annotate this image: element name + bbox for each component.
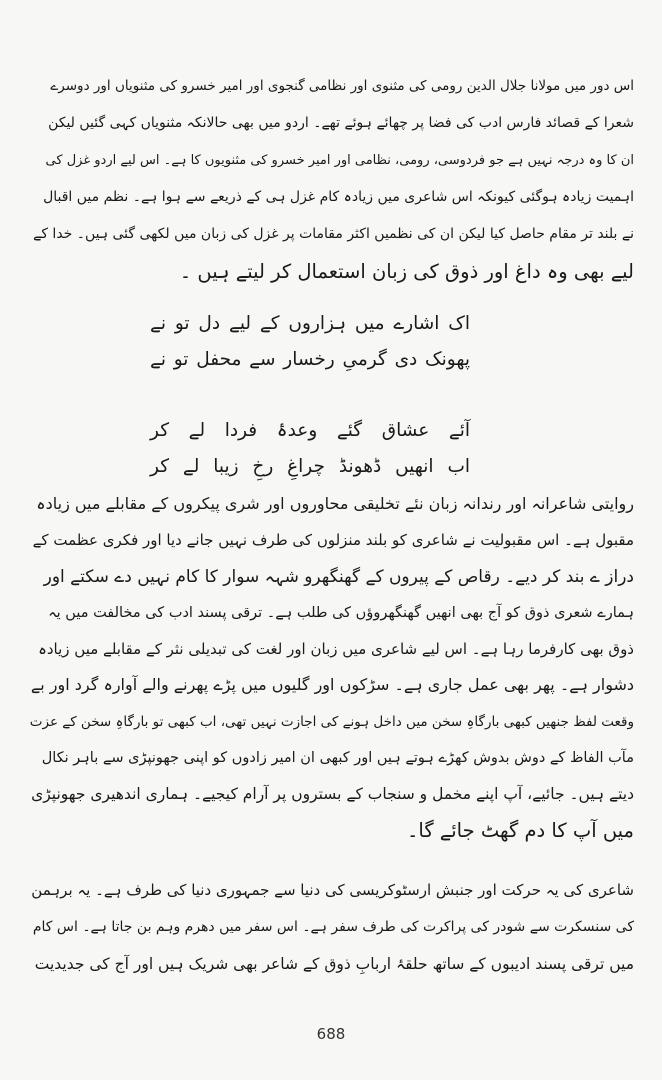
verse-couplet-2 xyxy=(150,413,470,485)
text-line: دیتے ہیں۔ جائیے، آپ اپنے مخمل و سنجاب کے بستروں پر آرام کیجیے۔ ہماری اندھیری جھونپڑی xyxy=(31,785,634,804)
text-line: دراز ے بند کر دیے۔ رقاص کے پیروں کے گھنگھرو شہہ سوار کا کام نہیں دے سکتے اور xyxy=(43,566,634,587)
page-number: 688 xyxy=(316,1025,346,1043)
paragraph-3 xyxy=(30,872,634,983)
text-line: وقعت لفظ جنھیں کبھی بارگاہِ سخن میں داخل ہونے کی اجازت نہیں تھی، اب کبھی تو بارگاہِ سخن کے عزت xyxy=(29,713,634,730)
paragraph-1 xyxy=(30,68,634,290)
verse-line: آئے عشاق گئے وعدۂ فردا لے کر xyxy=(150,420,470,441)
text-line: نے بلند تر مقام حاصل کیا لیکن ان کی نظمیں اکثر مقامات پر غزل کی زبان میں لکھی گئی ہیں۔ خدا کے xyxy=(33,226,634,242)
text-line: ہمارے شعری ذوق کو آج بھی انھیں گھنگھروؤں کی طلب ہے۔ ترقی پسند ادب کی مخالفت میں یہ xyxy=(48,604,634,621)
verse-line: اب انھیں ڈھونڈ چراغِ رخِ زیبا لے کر xyxy=(150,456,470,477)
text-line: مآب الفاظ کے دوش بدوش کھڑے ہوتے ہیں اور کبھی ان امیر زادوں کو اپنی جھونپڑی سے باہر نکال xyxy=(41,750,634,767)
text-line: ذوق بھی کارفرما رہا ہے۔ اس لیے شاعری میں زبان اور لغت کی تبدیلی نثر کے مقابلے میں زیادہ xyxy=(38,640,634,659)
text-line: میں ترقی پسند ادیبوں کے ساتھ حلقۂ اربابِ ذوق کے شاعر بھی شریک ہیں اور آج کی جدیدیت xyxy=(34,955,634,973)
text-line: لیے بھی وہ داغ اور ذوق کی زبان استعمال کر لیتے ہیں ۔ xyxy=(179,260,634,283)
verse-couplet-1 xyxy=(150,306,470,378)
text-line: دشوار ہے۔ پھر بھی عمل جاری ہے۔ سڑکوں اور گلیوں میں پڑے پھرنے والے آوارہ گرد اور بے xyxy=(30,675,634,695)
text-line: مقبول ہے۔ اس مقبولیت نے شاعری کو بلند منزلوں کی طرف نہیں جانے دیا اور فکری عظمت کے xyxy=(32,531,634,550)
text-line: شاعری کی یہ حرکت اور جنبش ارسٹوکریسی کی دنیا سے جمہوری دنیا کی طرف ہے۔ یہ برہمن xyxy=(31,881,634,899)
paragraph-2 xyxy=(30,486,634,849)
verse-line: اک اشارے میں ہزاروں کے لیے دل تو نے xyxy=(150,313,470,334)
text-line: ان کا وہ درجہ نہیں ہے جو فردوسی، رومی، نظامی اور امیر خسرو کی مثنویوں کا ہے۔ اس لیے اردو غزل کی xyxy=(45,153,634,168)
text-line: میں آپ کا دم گھٹ جائے گا۔ xyxy=(406,818,634,842)
text-line: روایتی شاعرانہ اور رندانہ زبان نئے تخلیقی محاوروں اور شری پیکروں کے مقابلے میں زیادہ xyxy=(36,494,634,513)
text-line: اہمیت زیادہ ہوگئی کیونکہ اس شاعری میں زیادہ کام غزل ہی کے ذریعے سے ہوا ہے۔ نظم میں اقبال xyxy=(43,189,634,205)
verse-line: پھونک دی گرمیِ رخسار سے محفل تو نے xyxy=(150,349,470,370)
text-line: شعرا کے قصائد فارس ادب کی فضا پر چھائے ہوئے تھے۔ اردو میں بھی حالانکہ مثنویاں کہی گئیں لیکن xyxy=(48,115,634,131)
text-line: کی سنسکرت سے شودر کی پراکرت کی طرف سفر ہے۔ اس سفر میں دھرم وہم بن جاتا ہے۔ اس کام xyxy=(32,919,634,935)
text-line: اس دور میں مولانا جلال الدین رومی کی مثنوی اور نظامی گنجوی اور امیر خسرو کی مثنویاں اور دوسرے xyxy=(50,78,634,94)
